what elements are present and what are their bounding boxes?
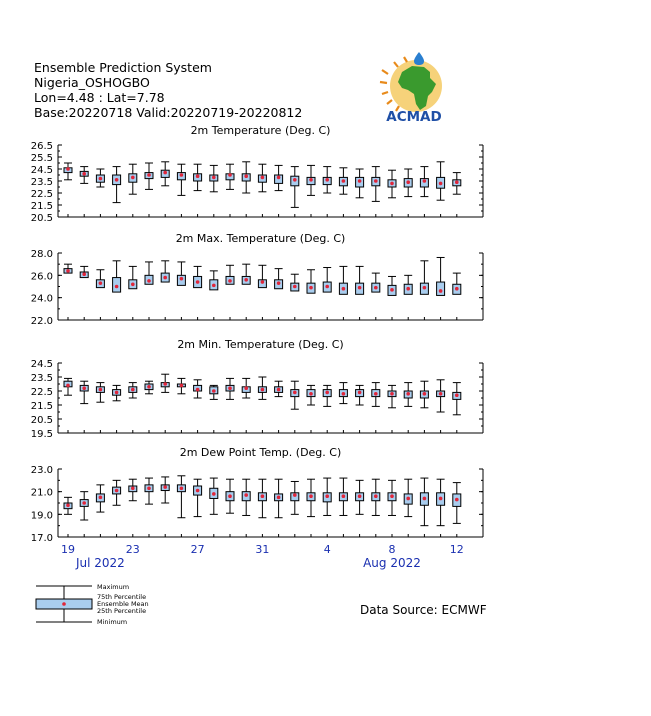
y-tick-label: 26.5 <box>30 141 53 152</box>
ensemble-mean-marker <box>261 494 265 498</box>
legend <box>36 583 149 626</box>
x-day-label: 23 <box>125 543 140 556</box>
legend-label: Ensemble Mean <box>97 600 149 608</box>
ensemble-mean-marker <box>244 493 248 497</box>
ensemble-mean-marker <box>309 178 313 182</box>
chart-panel <box>31 446 483 544</box>
y-tick-label: 19.0 <box>30 510 53 522</box>
ensemble-mean-marker <box>228 386 232 390</box>
base-valid-dates: Base:20220718 Valid:20220719-20220812 <box>34 105 303 120</box>
y-tick-label: 25.5 <box>30 153 53 164</box>
logo-text: ACMAD <box>386 109 442 124</box>
ensemble-mean-marker <box>374 179 378 183</box>
legend-label: 25th Percentile <box>97 607 147 615</box>
ensemble-mean-marker <box>66 503 70 507</box>
ensemble-mean-marker <box>358 494 362 498</box>
ensemble-mean-marker <box>228 279 232 283</box>
x-day-label: 19 <box>61 543 75 556</box>
ensemble-mean-marker <box>131 388 135 392</box>
y-tick-label: 23.5 <box>30 177 53 188</box>
percentile-box <box>437 282 445 295</box>
ensemble-mean-marker <box>423 392 427 396</box>
ensemble-mean-marker <box>82 172 86 176</box>
y-tick-label: 22.0 <box>30 316 53 327</box>
ensemble-mean-marker <box>244 174 248 178</box>
ensemble-mean-marker <box>180 486 184 490</box>
ensemble-mean-marker <box>180 384 184 388</box>
x-month-label: Jul 2022 <box>75 556 125 570</box>
ensemble-mean-marker <box>406 392 410 396</box>
ensemble-mean-marker <box>374 286 378 290</box>
y-tick-label: 20.5 <box>30 213 53 224</box>
ensemble-mean-marker <box>228 494 232 498</box>
ensemble-mean-marker <box>439 182 443 186</box>
ensemble-mean-marker <box>325 285 329 289</box>
chart-title: 2m Min. Temperature (Deg. C) <box>177 338 344 351</box>
ensemble-mean-marker <box>163 485 167 489</box>
y-tick-label: 23.5 <box>30 373 53 384</box>
y-tick-label: 22.5 <box>30 387 53 398</box>
ensemble-mean-marker <box>406 180 410 184</box>
ensemble-mean-marker <box>196 489 200 493</box>
legend-mean-marker <box>62 602 66 606</box>
ensemble-mean-marker <box>374 392 378 396</box>
ensemble-mean-marker <box>439 289 443 293</box>
station-coordinates: Lon=4.48 : Lat=7.78 <box>34 90 165 105</box>
ensemble-mean-marker <box>131 282 135 286</box>
x-day-label: 4 <box>323 543 331 556</box>
ensemble-mean-marker <box>147 173 151 177</box>
ensemble-mean-marker <box>423 286 427 290</box>
y-tick-label: 24.5 <box>30 359 53 370</box>
ensemble-mean-marker <box>439 392 443 396</box>
y-tick-label: 24.0 <box>30 293 53 305</box>
ensemble-mean-marker <box>261 176 265 180</box>
ensemble-mean-marker <box>406 497 410 501</box>
ensemble-mean-marker <box>342 392 346 396</box>
ensemble-mean-marker <box>293 178 297 182</box>
ensemble-mean-marker <box>82 272 86 276</box>
ensemble-mean-marker <box>261 280 265 284</box>
ensemble-mean-marker <box>244 386 248 390</box>
ensemble-mean-marker <box>115 391 119 395</box>
ensemble-mean-marker <box>115 489 119 493</box>
ensemble-mean-marker <box>196 388 200 392</box>
y-tick-label: 21.5 <box>30 401 53 412</box>
ensemble-mean-marker <box>309 286 313 290</box>
ensemble-mean-marker <box>99 388 103 392</box>
ensemble-mean-marker <box>309 392 313 396</box>
ensemble-mean-marker <box>163 276 167 280</box>
ensemble-mean-marker <box>131 486 135 490</box>
ensemble-mean-marker <box>277 496 281 500</box>
ensemble-mean-marker <box>180 277 184 281</box>
y-tick-label: 24.5 <box>30 165 53 176</box>
ensemble-mean-marker <box>66 269 70 273</box>
product-title: Ensemble Prediction System <box>34 60 212 75</box>
y-tick-label: 28.0 <box>30 249 53 260</box>
ensemble-mean-marker <box>439 497 443 501</box>
y-tick-label: 20.5 <box>30 415 53 426</box>
chart-panel <box>31 338 483 440</box>
ensemble-mean-marker <box>293 493 297 497</box>
ensemble-mean-marker <box>196 280 200 284</box>
ensemble-mean-marker <box>212 284 216 288</box>
ensemble-mean-marker <box>196 174 200 178</box>
ensemble-mean-marker <box>244 278 248 282</box>
y-tick-label: 21.5 <box>30 201 53 212</box>
ensemble-mean-marker <box>212 389 216 393</box>
legend-label: Minimum <box>97 618 128 626</box>
data-source-label: Data Source: ECMWF <box>360 603 487 617</box>
legend-label: Maximum <box>97 583 130 591</box>
y-tick-label: 19.5 <box>30 429 53 440</box>
ensemble-mean-marker <box>277 388 281 392</box>
y-tick-label: 22.5 <box>30 189 53 200</box>
ensemble-mean-marker <box>131 176 135 180</box>
ensemble-mean-marker <box>293 285 297 289</box>
ensemble-mean-marker <box>163 382 167 386</box>
ensemble-mean-marker <box>82 386 86 390</box>
ensemble-mean-marker <box>147 486 151 490</box>
ensemble-mean-marker <box>180 173 184 177</box>
ensemble-mean-marker <box>277 281 281 285</box>
ensemble-mean-marker <box>163 171 167 175</box>
ensemble-mean-marker <box>390 182 394 186</box>
x-day-label: 12 <box>449 543 464 556</box>
ensemble-mean-marker <box>423 497 427 501</box>
ensemble-mean-marker <box>455 393 459 397</box>
ensemble-mean-marker <box>455 287 459 291</box>
chart-panel <box>31 232 483 327</box>
ensemble-mean-marker <box>358 179 362 183</box>
ensemble-mean-marker <box>423 179 427 183</box>
ensemble-mean-marker <box>374 494 378 498</box>
station-name: Nigeria_OSHOGBO <box>34 75 150 90</box>
chart-title: 2m Dew Point Temp. (Deg. C) <box>179 446 342 459</box>
x-day-label: 27 <box>190 543 205 556</box>
ensemble-mean-marker <box>82 501 86 505</box>
ensemble-mean-marker <box>455 180 459 184</box>
chart-panel <box>31 124 483 224</box>
y-tick-label: 26.0 <box>30 271 53 283</box>
ensemble-mean-marker <box>115 178 119 182</box>
ensemble-mean-marker <box>277 176 281 180</box>
chart-title: 2m Max. Temperature (Deg. C) <box>175 232 346 245</box>
ensemble-mean-marker <box>390 494 394 498</box>
ensemble-mean-marker <box>390 392 394 396</box>
x-day-label: 31 <box>255 543 270 556</box>
y-tick-label: 21.0 <box>30 487 53 499</box>
ensemble-mean-marker <box>66 384 70 388</box>
legend-label: 75th Percentile <box>97 593 147 601</box>
ensemble-mean-marker <box>325 391 329 395</box>
ensemble-mean-marker <box>390 288 394 292</box>
ensemble-mean-marker <box>99 281 103 285</box>
x-month-label: Aug 2022 <box>363 556 421 570</box>
ensemble-mean-marker <box>228 173 232 177</box>
chart-title: 2m Temperature (Deg. C) <box>190 124 331 137</box>
ensemble-mean-marker <box>99 496 103 500</box>
ensemble-mean-marker <box>342 287 346 291</box>
ensemble-mean-marker <box>406 287 410 291</box>
ensemble-mean-marker <box>99 177 103 181</box>
ensemble-mean-marker <box>212 492 216 496</box>
ensemble-mean-marker <box>147 385 151 389</box>
ensemble-mean-marker <box>325 178 329 182</box>
ensemble-mean-marker <box>455 498 459 502</box>
ensemble-mean-marker <box>342 494 346 498</box>
ensemble-mean-marker <box>212 176 216 180</box>
ensemble-mean-marker <box>115 285 119 289</box>
ensemble-mean-marker <box>358 286 362 290</box>
ensemble-mean-marker <box>358 391 362 395</box>
ensemble-mean-marker <box>147 279 151 283</box>
ensemble-mean-marker <box>309 494 313 498</box>
y-tick-label: 17.0 <box>30 533 53 544</box>
ensemble-mean-marker <box>66 167 70 171</box>
x-day-label: 8 <box>388 543 396 556</box>
ensemble-mean-marker <box>293 391 297 395</box>
ensemble-mean-marker <box>342 179 346 183</box>
ensemble-mean-marker <box>325 494 329 498</box>
y-tick-label: 23.0 <box>30 465 53 476</box>
ensemble-mean-marker <box>261 388 265 392</box>
